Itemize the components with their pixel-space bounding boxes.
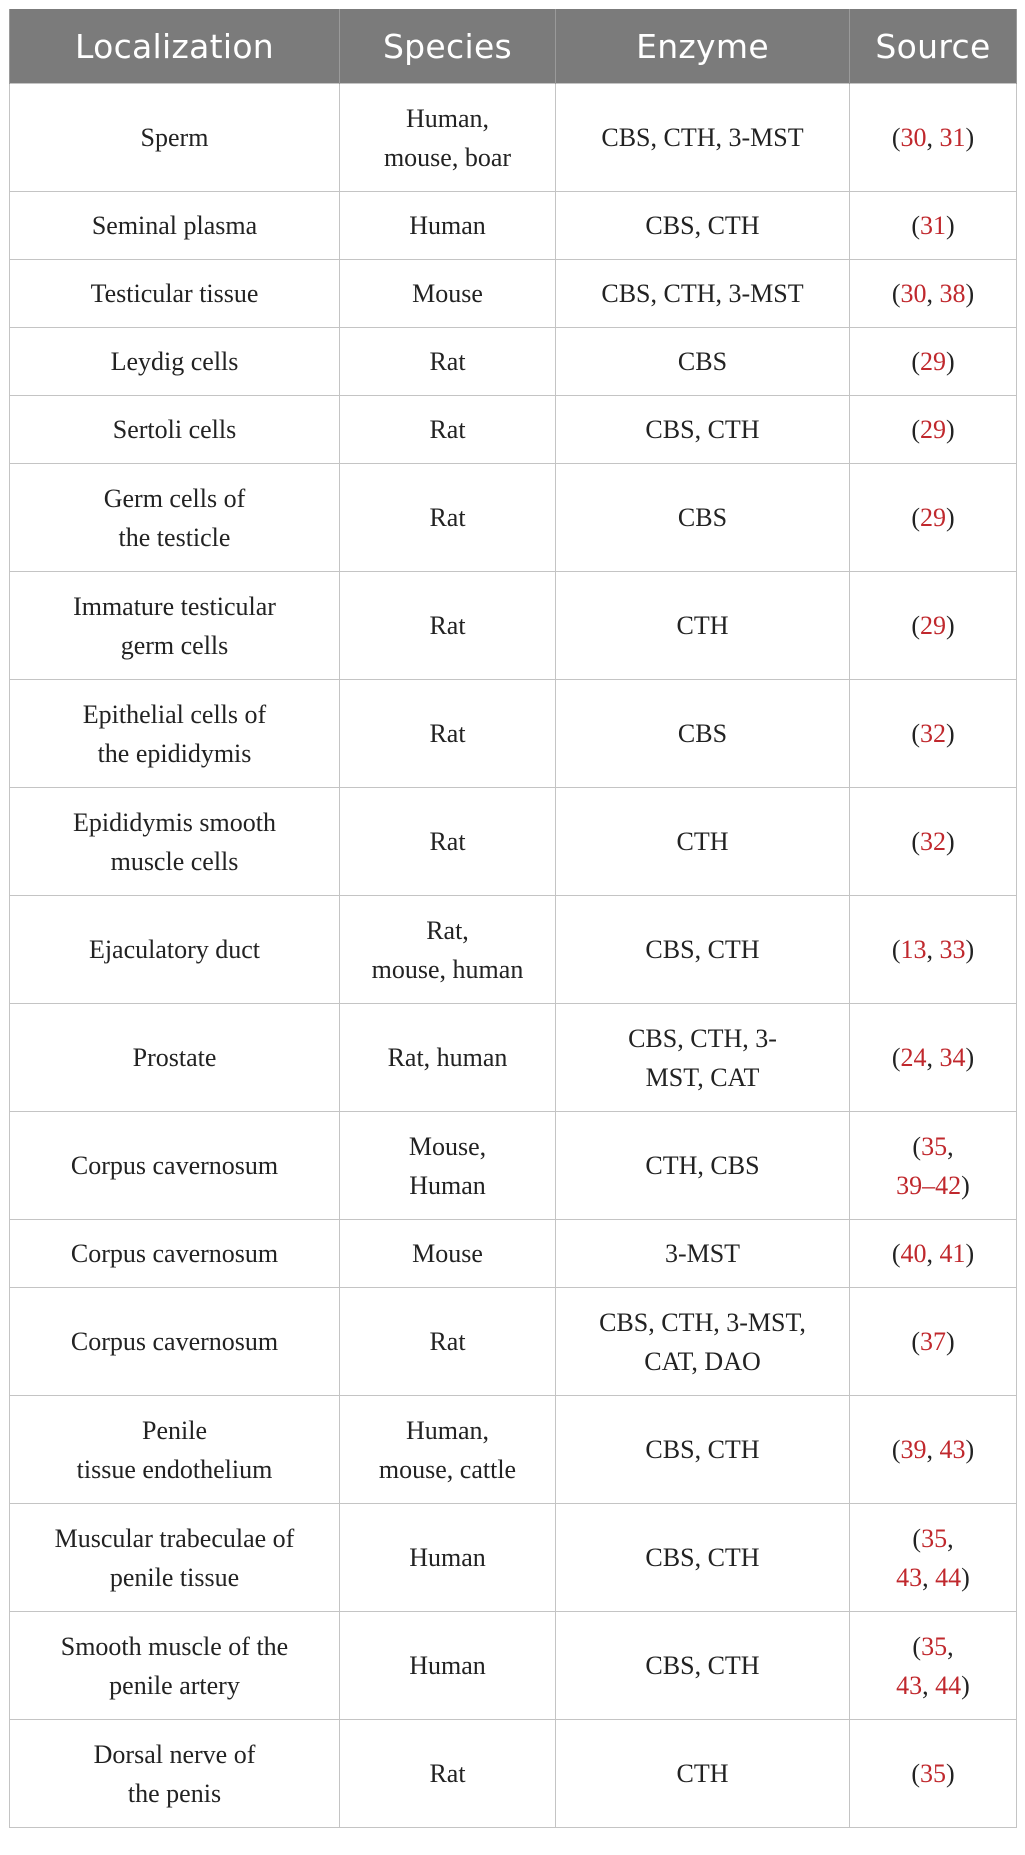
paren-open: (: [891, 1239, 901, 1268]
paren-close: ): [946, 1327, 955, 1356]
paren-close: ): [946, 347, 955, 376]
reference-link[interactable]: 24: [900, 1043, 927, 1072]
reference-link[interactable]: 35: [920, 1759, 946, 1788]
species-cell-text: Human, mouse, cattle: [378, 1415, 517, 1484]
table-row: [10, 1288, 1017, 1396]
localization-cell: [10, 1504, 340, 1612]
source-cell: [850, 260, 1017, 328]
localization-cell-text: Sertoli cells: [112, 415, 237, 444]
species-cell: [340, 396, 556, 464]
enzyme-localization-table: [9, 9, 1017, 1828]
enzyme-cell-text: CBS, CTH: [645, 1651, 760, 1680]
localization-cell: [10, 788, 340, 896]
localization-cell-text: Epithelial cells of the epididymis: [82, 699, 267, 768]
reference-link[interactable]: 33: [939, 935, 966, 964]
localization-cell-text: Corpus cavernosum: [70, 1327, 279, 1356]
reference-link[interactable]: 29: [920, 503, 946, 532]
species-cell: [340, 1612, 556, 1720]
localization-cell: [10, 1396, 340, 1504]
paren-open: (: [891, 123, 901, 152]
localization-cell-text: Dorsal nerve of the penis: [93, 1739, 256, 1808]
localization-cell-text: Seminal plasma: [91, 211, 258, 240]
reference-link[interactable]: 31: [920, 211, 946, 240]
table-row: [10, 1396, 1017, 1504]
localization-cell-text: Leydig cells: [110, 347, 239, 376]
species-cell-text: Rat: [429, 827, 466, 856]
header-localization: Localization: [10, 9, 340, 84]
species-cell: [340, 328, 556, 396]
enzyme-cell-text: CBS, CTH: [645, 415, 760, 444]
reference-link[interactable]: 35: [921, 1631, 948, 1661]
reference-link[interactable]: 29: [920, 347, 946, 376]
table-row: [10, 328, 1017, 396]
enzyme-cell: [556, 1288, 850, 1396]
species-cell-text: Rat, mouse, human: [371, 915, 524, 984]
species-cell: [340, 1396, 556, 1504]
paren-close: ): [961, 1562, 970, 1592]
source-cell: [850, 1396, 1017, 1504]
table-row: [10, 260, 1017, 328]
ref-separator: ,: [926, 1239, 940, 1268]
ref-separator: ,: [922, 1670, 936, 1700]
enzyme-cell: [556, 464, 850, 572]
source-cell: [850, 1720, 1017, 1828]
enzyme-cell-text: CBS: [677, 503, 728, 532]
species-cell-text: Rat: [429, 719, 466, 748]
localization-cell: [10, 1112, 340, 1220]
localization-cell: [10, 680, 340, 788]
paren-close: ): [946, 415, 955, 444]
enzyme-cell-text: CBS: [677, 347, 728, 376]
paren-open: (: [891, 279, 901, 308]
reference-link[interactable]: 43: [896, 1562, 923, 1592]
enzyme-cell-text: CBS: [677, 719, 728, 748]
paren-close: ): [961, 1670, 970, 1700]
species-cell-text: Mouse: [412, 279, 483, 308]
table-row: [10, 1720, 1017, 1828]
table-row: [10, 192, 1017, 260]
reference-link[interactable]: 30: [900, 123, 927, 152]
reference-link[interactable]: 29: [920, 611, 946, 640]
table-row: [10, 84, 1017, 192]
species-cell: [340, 464, 556, 572]
table-row: [10, 680, 1017, 788]
reference-link[interactable]: 41: [939, 1239, 966, 1268]
localization-cell-text: Sperm: [140, 123, 209, 152]
source-cell: [850, 1220, 1017, 1288]
header-source: Source: [850, 9, 1017, 84]
reference-link[interactable]: 37: [920, 1327, 946, 1356]
species-cell-text: Mouse: [412, 1239, 483, 1268]
source-cell: [850, 84, 1017, 192]
reference-link[interactable]: 30: [900, 279, 927, 308]
enzyme-cell: [556, 1720, 850, 1828]
ref-separator: ,: [947, 1523, 954, 1553]
source-cell: [850, 1112, 1017, 1220]
enzyme-cell: [556, 680, 850, 788]
localization-cell: [10, 84, 340, 192]
reference-link[interactable]: 13: [900, 935, 927, 964]
paren-open: (: [911, 827, 920, 856]
reference-link[interactable]: 29: [920, 415, 946, 444]
species-cell: [340, 1112, 556, 1220]
localization-cell: [10, 464, 340, 572]
paren-open: (: [911, 719, 920, 748]
reference-link[interactable]: 32: [920, 719, 946, 748]
enzyme-cell-text: CBS, CTH, 3- MST, CAT: [628, 1023, 777, 1092]
table-row: [10, 1612, 1017, 1720]
species-cell-text: Mouse, Human: [408, 1131, 487, 1200]
species-cell-text: Rat: [429, 415, 466, 444]
source-cell: [850, 1612, 1017, 1720]
localization-cell: [10, 192, 340, 260]
species-cell: [340, 260, 556, 328]
reference-link[interactable]: 43: [939, 1435, 966, 1464]
enzyme-cell: [556, 1112, 850, 1220]
enzyme-cell-text: CBS, CTH, 3-MST: [601, 279, 804, 308]
species-cell-text: Rat: [429, 503, 466, 532]
species-cell: [340, 680, 556, 788]
enzyme-cell: [556, 1504, 850, 1612]
species-cell: [340, 1220, 556, 1288]
paren-open: (: [911, 415, 920, 444]
localization-cell: [10, 396, 340, 464]
source-cell: [850, 1004, 1017, 1112]
species-cell: [340, 896, 556, 1004]
paren-close: ): [961, 1170, 970, 1200]
species-cell: [340, 1504, 556, 1612]
source-cell: [850, 328, 1017, 396]
localization-cell-text: Penile tissue endothelium: [76, 1415, 273, 1484]
species-cell: [340, 1720, 556, 1828]
paren-open: (: [891, 1043, 901, 1072]
enzyme-cell-text: CTH: [676, 827, 729, 856]
enzyme-cell-text: CBS, CTH: [645, 211, 760, 240]
localization-cell: [10, 1004, 340, 1112]
enzyme-cell: [556, 1220, 850, 1288]
species-cell-text: Human: [409, 1543, 486, 1572]
paren-close: ): [946, 827, 955, 856]
localization-cell-text: Epididymis smooth muscle cells: [73, 807, 276, 876]
enzyme-cell: [556, 328, 850, 396]
reference-link[interactable]: 32: [920, 827, 946, 856]
paren-open: (: [912, 1131, 922, 1161]
table-row: [10, 1004, 1017, 1112]
header-enzyme: Enzyme: [556, 9, 850, 84]
enzyme-cell: [556, 192, 850, 260]
table-row: [10, 464, 1017, 572]
enzyme-cell: [556, 396, 850, 464]
species-cell: [340, 572, 556, 680]
source-cell: [850, 192, 1017, 260]
localization-cell-text: Prostate: [132, 1043, 217, 1072]
paren-open: (: [911, 611, 920, 640]
table-row: [10, 1504, 1017, 1612]
localization-cell: [10, 1220, 340, 1288]
paren-close: ): [965, 935, 975, 964]
reference-link[interactable]: 39: [900, 1435, 927, 1464]
reference-link[interactable]: 35: [921, 1523, 948, 1553]
source-cell: [850, 680, 1017, 788]
localization-cell: [10, 1720, 340, 1828]
table-row: [10, 396, 1017, 464]
enzyme-cell-text: CTH: [676, 611, 729, 640]
ref-separator: ,: [926, 279, 940, 308]
enzyme-cell-text: CBS, CTH: [645, 1543, 760, 1572]
species-cell-text: Rat: [429, 1327, 466, 1356]
species-cell: [340, 84, 556, 192]
enzyme-cell: [556, 260, 850, 328]
paren-close: ): [965, 123, 975, 152]
paren-open: (: [911, 1327, 920, 1356]
paren-close: ): [965, 1043, 975, 1072]
paren-close: ): [946, 211, 955, 240]
enzyme-cell: [556, 84, 850, 192]
header-row: [10, 9, 1017, 84]
species-cell: [340, 1288, 556, 1396]
paren-open: (: [912, 1523, 922, 1553]
species-cell: [340, 1004, 556, 1112]
table-row: [10, 788, 1017, 896]
source-cell: [850, 572, 1017, 680]
localization-cell: [10, 260, 340, 328]
paren-open: (: [911, 211, 920, 240]
ref-separator: ,: [947, 1631, 954, 1661]
ref-separator: ,: [926, 123, 940, 152]
species-cell: [340, 788, 556, 896]
source-cell: [850, 1504, 1017, 1612]
enzyme-cell: [556, 896, 850, 1004]
paren-close: ): [946, 1759, 955, 1788]
source-cell: [850, 464, 1017, 572]
enzyme-cell: [556, 572, 850, 680]
header-species: Species: [340, 9, 556, 84]
paren-open: (: [891, 935, 901, 964]
ref-separator: ,: [926, 935, 940, 964]
localization-cell-text: Muscular trabeculae of penile tissue: [54, 1523, 295, 1592]
paren-close: ): [946, 611, 955, 640]
localization-cell-text: Immature testicular germ cells: [73, 591, 276, 660]
species-cell-text: Human: [409, 211, 486, 240]
localization-cell-text: Smooth muscle of the penile artery: [60, 1631, 289, 1700]
paren-close: ): [946, 719, 955, 748]
enzyme-cell-text: 3-MST: [664, 1239, 741, 1268]
species-cell-text: Rat: [429, 611, 466, 640]
paren-open: (: [912, 1631, 922, 1661]
reference-link[interactable]: 31: [939, 123, 966, 152]
enzyme-cell: [556, 788, 850, 896]
species-cell-text: Rat: [429, 347, 466, 376]
reference-link[interactable]: 35: [921, 1131, 948, 1161]
species-cell-text: Human, mouse, boar: [383, 103, 512, 172]
paren-open: (: [911, 503, 920, 532]
table-body: [10, 84, 1017, 1828]
table-row: [10, 896, 1017, 1004]
paren-close: ): [946, 503, 955, 532]
enzyme-cell-text: CBS, CTH, 3-MST, CAT, DAO: [599, 1307, 806, 1376]
localization-cell: [10, 1288, 340, 1396]
ref-separator: ,: [926, 1435, 940, 1464]
localization-cell-text: Testicular tissue: [90, 279, 259, 308]
table-row: [10, 1220, 1017, 1288]
localization-cell: [10, 1612, 340, 1720]
paren-close: ): [965, 1435, 975, 1464]
species-cell-text: Rat, human: [387, 1043, 508, 1072]
reference-link[interactable]: 34: [939, 1043, 966, 1072]
species-cell-text: Rat: [429, 1759, 466, 1788]
paren-close: ): [965, 1239, 975, 1268]
localization-cell-text: Corpus cavernosum: [70, 1239, 279, 1268]
localization-cell-text: Germ cells of the testicle: [103, 483, 246, 552]
ref-separator: ,: [947, 1131, 954, 1161]
enzyme-cell-text: CBS, CTH, 3-MST: [601, 123, 804, 152]
paren-open: (: [911, 347, 920, 376]
ref-separator: ,: [926, 1043, 940, 1072]
paren-close: ): [965, 279, 975, 308]
reference-link[interactable]: 39–42: [896, 1170, 962, 1200]
table-header: [10, 9, 1017, 84]
paren-open: (: [891, 1435, 901, 1464]
localization-cell: [10, 328, 340, 396]
localization-cell: [10, 896, 340, 1004]
reference-link[interactable]: 40: [900, 1239, 927, 1268]
source-cell: [850, 788, 1017, 896]
enzyme-cell-text: CTH, CBS: [645, 1151, 760, 1180]
source-cell: [850, 396, 1017, 464]
paren-open: (: [911, 1759, 920, 1788]
species-cell-text: Human: [409, 1651, 486, 1680]
reference-link[interactable]: 38: [939, 279, 966, 308]
enzyme-cell: [556, 1612, 850, 1720]
reference-link[interactable]: 44: [935, 1562, 962, 1592]
reference-link[interactable]: 43: [896, 1670, 923, 1700]
enzyme-cell: [556, 1396, 850, 1504]
reference-link[interactable]: 44: [935, 1670, 962, 1700]
source-cell: [850, 896, 1017, 1004]
localization-cell-text: Corpus cavernosum: [70, 1151, 279, 1180]
enzyme-cell-text: CBS, CTH: [645, 1435, 760, 1464]
enzyme-cell-text: CBS, CTH: [645, 935, 760, 964]
localization-cell: [10, 572, 340, 680]
table-row: [10, 572, 1017, 680]
species-cell: [340, 192, 556, 260]
localization-cell-text: Ejaculatory duct: [88, 935, 261, 964]
ref-separator: ,: [922, 1562, 936, 1592]
table-row: [10, 1112, 1017, 1220]
source-cell: [850, 1288, 1017, 1396]
enzyme-cell-text: CTH: [676, 1759, 729, 1788]
enzyme-cell: [556, 1004, 850, 1112]
